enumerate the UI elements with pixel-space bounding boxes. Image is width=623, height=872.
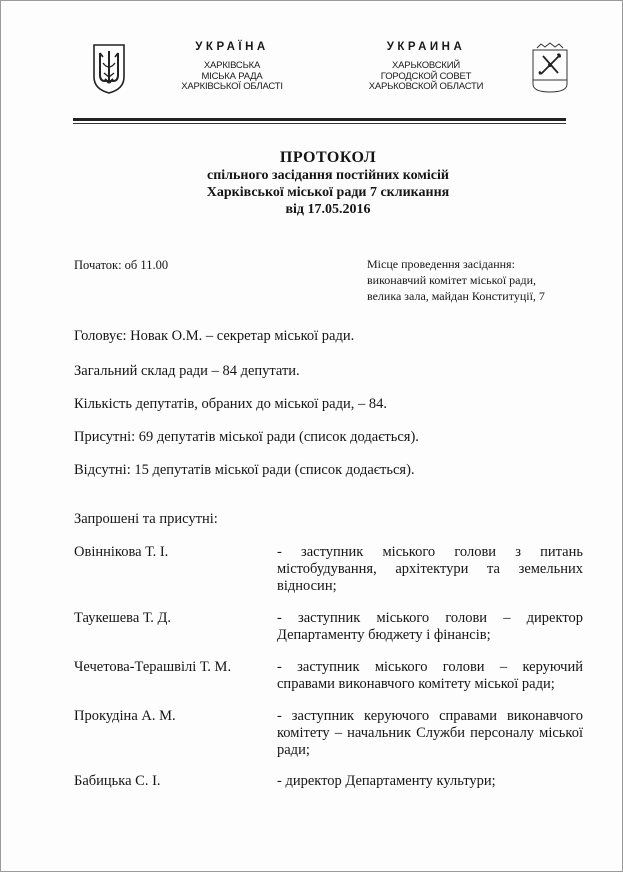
attendee-role-line: відносин; <box>277 578 337 594</box>
header-divider-thin <box>73 123 566 124</box>
header-right-country: УКРАИНА <box>386 41 466 53</box>
meeting-place <box>367 256 545 304</box>
elected-line: Кількість депутатів, обраних до міської ради, – 84. <box>74 396 387 412</box>
title-line: спільного засідання постійних комісій <box>207 168 449 183</box>
attendee-name: Таукешева Т. Д. <box>74 610 172 626</box>
attendee-name: Прокудіна А. М. <box>74 708 176 724</box>
total-line: Загальний склад ради – 84 депутати. <box>74 363 300 379</box>
trident-coat-of-arms-icon <box>92 43 126 95</box>
header-right <box>341 41 511 93</box>
absent-line: Відсутні: 15 депутатів міської ради (список додається). <box>74 462 415 478</box>
present-line: Присутні: 69 депутатів міської ради (список додається). <box>74 429 419 445</box>
meeting-start: Початок: об 11.00 <box>74 258 169 272</box>
attendee-role-line: комітету – начальник Служби персоналу міської <box>277 725 583 741</box>
kharkiv-coat-of-arms-icon <box>531 42 569 94</box>
attendee-role-line: - заступник керуючого справами виконавчого <box>277 708 583 724</box>
attendee-role-line: містобудування, архітектури та земельних <box>277 561 583 577</box>
header-left-line: МІСЬКА РАДА <box>201 70 263 82</box>
invited-heading: Запрошені та присутні: <box>74 511 218 527</box>
attendee-role-line: Департаменту бюджету і фінансів; <box>277 627 491 643</box>
attendee-name: Чечетова-Терашвілі Т. М. <box>74 659 232 675</box>
attendee-role <box>277 659 583 693</box>
title-main: ПРОТОКОЛ <box>279 149 377 166</box>
attendee-role-line: - директор Департаменту культури; <box>277 773 496 789</box>
title-line: Харківської міської ради 7 скликання <box>206 185 450 200</box>
header-left-line: ХАРКІВСЬКА <box>203 60 261 71</box>
attendee-role-line: - заступник міського голови – директор <box>277 610 583 626</box>
header-right-line: ХАРЬКОВСКОЙ ОБЛАСТИ <box>368 81 484 92</box>
attendee-role-line: справами виконавчого комітету міської ради; <box>277 676 555 692</box>
document-title <box>73 149 583 218</box>
attendee-name: Овіннікова Т. І. <box>74 544 169 560</box>
attendee-role <box>277 773 583 790</box>
meeting-place-line: виконавчий комітет міської ради, <box>367 273 537 287</box>
header-left <box>147 41 317 93</box>
attendee-role-line: - заступник міського голови з питань <box>277 544 583 560</box>
attendee-role <box>277 544 583 595</box>
header-left-country: УКРАЇНА <box>195 41 269 53</box>
attendee-role-line: ради; <box>277 742 310 758</box>
attendee-role-line: - заступник міського голови – керуючий <box>277 659 583 675</box>
header-right-line: ХАРЬКОВСКИЙ <box>392 60 460 71</box>
attendee-name: Бабицька С. І. <box>74 773 161 789</box>
header-right-line: ГОРОДСКОЙ СОВЕТ <box>380 70 472 82</box>
header-left-line: ХАРКІВСЬКОЇ ОБЛАСТІ <box>181 81 283 92</box>
attendee-role <box>277 708 583 759</box>
attendee-role <box>277 610 583 644</box>
meeting-place-line: Місце проведення засідання: <box>367 257 515 271</box>
chair-line: Головує: Новак О.М. – секретар міської ради. <box>74 328 355 344</box>
title-date: від 17.05.2016 <box>285 202 371 217</box>
meeting-place-line: велика зала, майдан Конституції, 7 <box>367 289 545 303</box>
header-divider-thick <box>73 118 566 121</box>
